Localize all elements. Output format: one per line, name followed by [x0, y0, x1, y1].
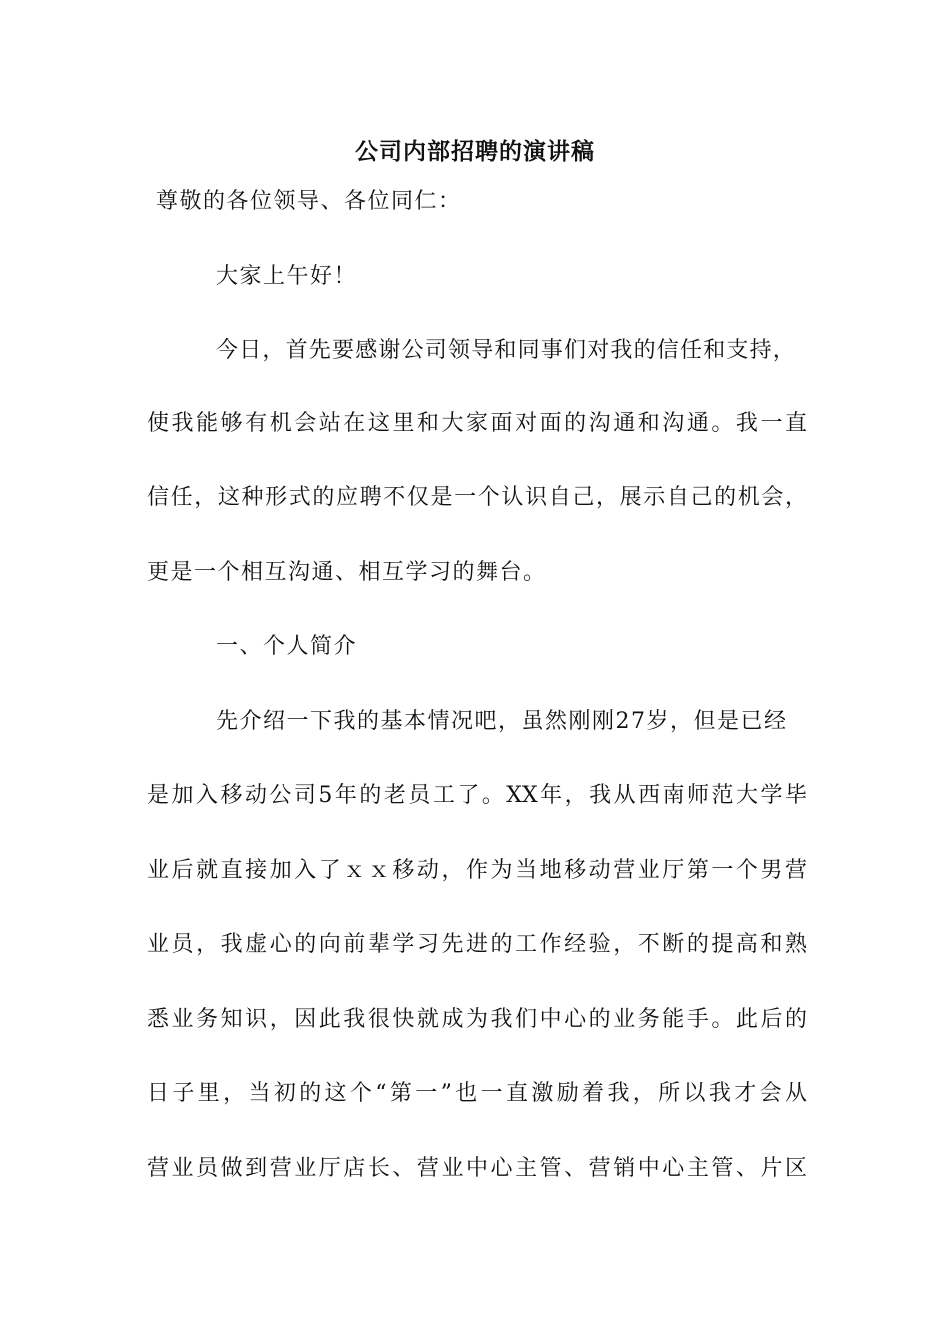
section-heading: 一、个人简介: [216, 634, 358, 659]
paragraph-line: 使我能够有机会站在这里和大家面对面的沟通和沟通。我一直: [147, 411, 807, 436]
paragraph-line: 今日，首先要感谢公司领导和同事们对我的信任和支持，: [216, 338, 797, 363]
document-title: 公司内部招聘的演讲稿: [355, 138, 595, 165]
paragraph-line: 业员，我虚心的向前辈学习先进的工作经验，不断的提高和熟: [147, 932, 807, 957]
paragraph-line: 大家上午好！: [216, 264, 358, 289]
paragraph-line: 悉业务知识，因此我很快就成为我们中心的业务能手。此后的: [147, 1007, 807, 1032]
paragraph-line: 业后就直接加入了ｘｘ移动，作为当地移动营业厅第一个男营: [147, 858, 807, 883]
paragraph-line: 更是一个相互沟通、相互学习的舞台。: [147, 560, 547, 585]
paragraph-line: 日子里，当初的这个“第一”也一直激励着我，所以我才会从: [147, 1081, 807, 1106]
salutation: 尊敬的各位领导、各位同仁：: [156, 189, 462, 214]
paragraph-line: 营业员做到营业厅店长、营业中心主管、营销中心主管、片区: [147, 1156, 807, 1181]
paragraph-line: 是加入移动公司5年的老员工了。XX年，我从西南师范大学毕: [147, 783, 807, 808]
paragraph-line: 先介绍一下我的基本情况吧，虽然刚刚27岁，但是已经: [216, 709, 788, 734]
paragraph-line: 信任，这种形式的应聘不仅是一个认识自己，展示自己的机会，: [147, 485, 807, 510]
